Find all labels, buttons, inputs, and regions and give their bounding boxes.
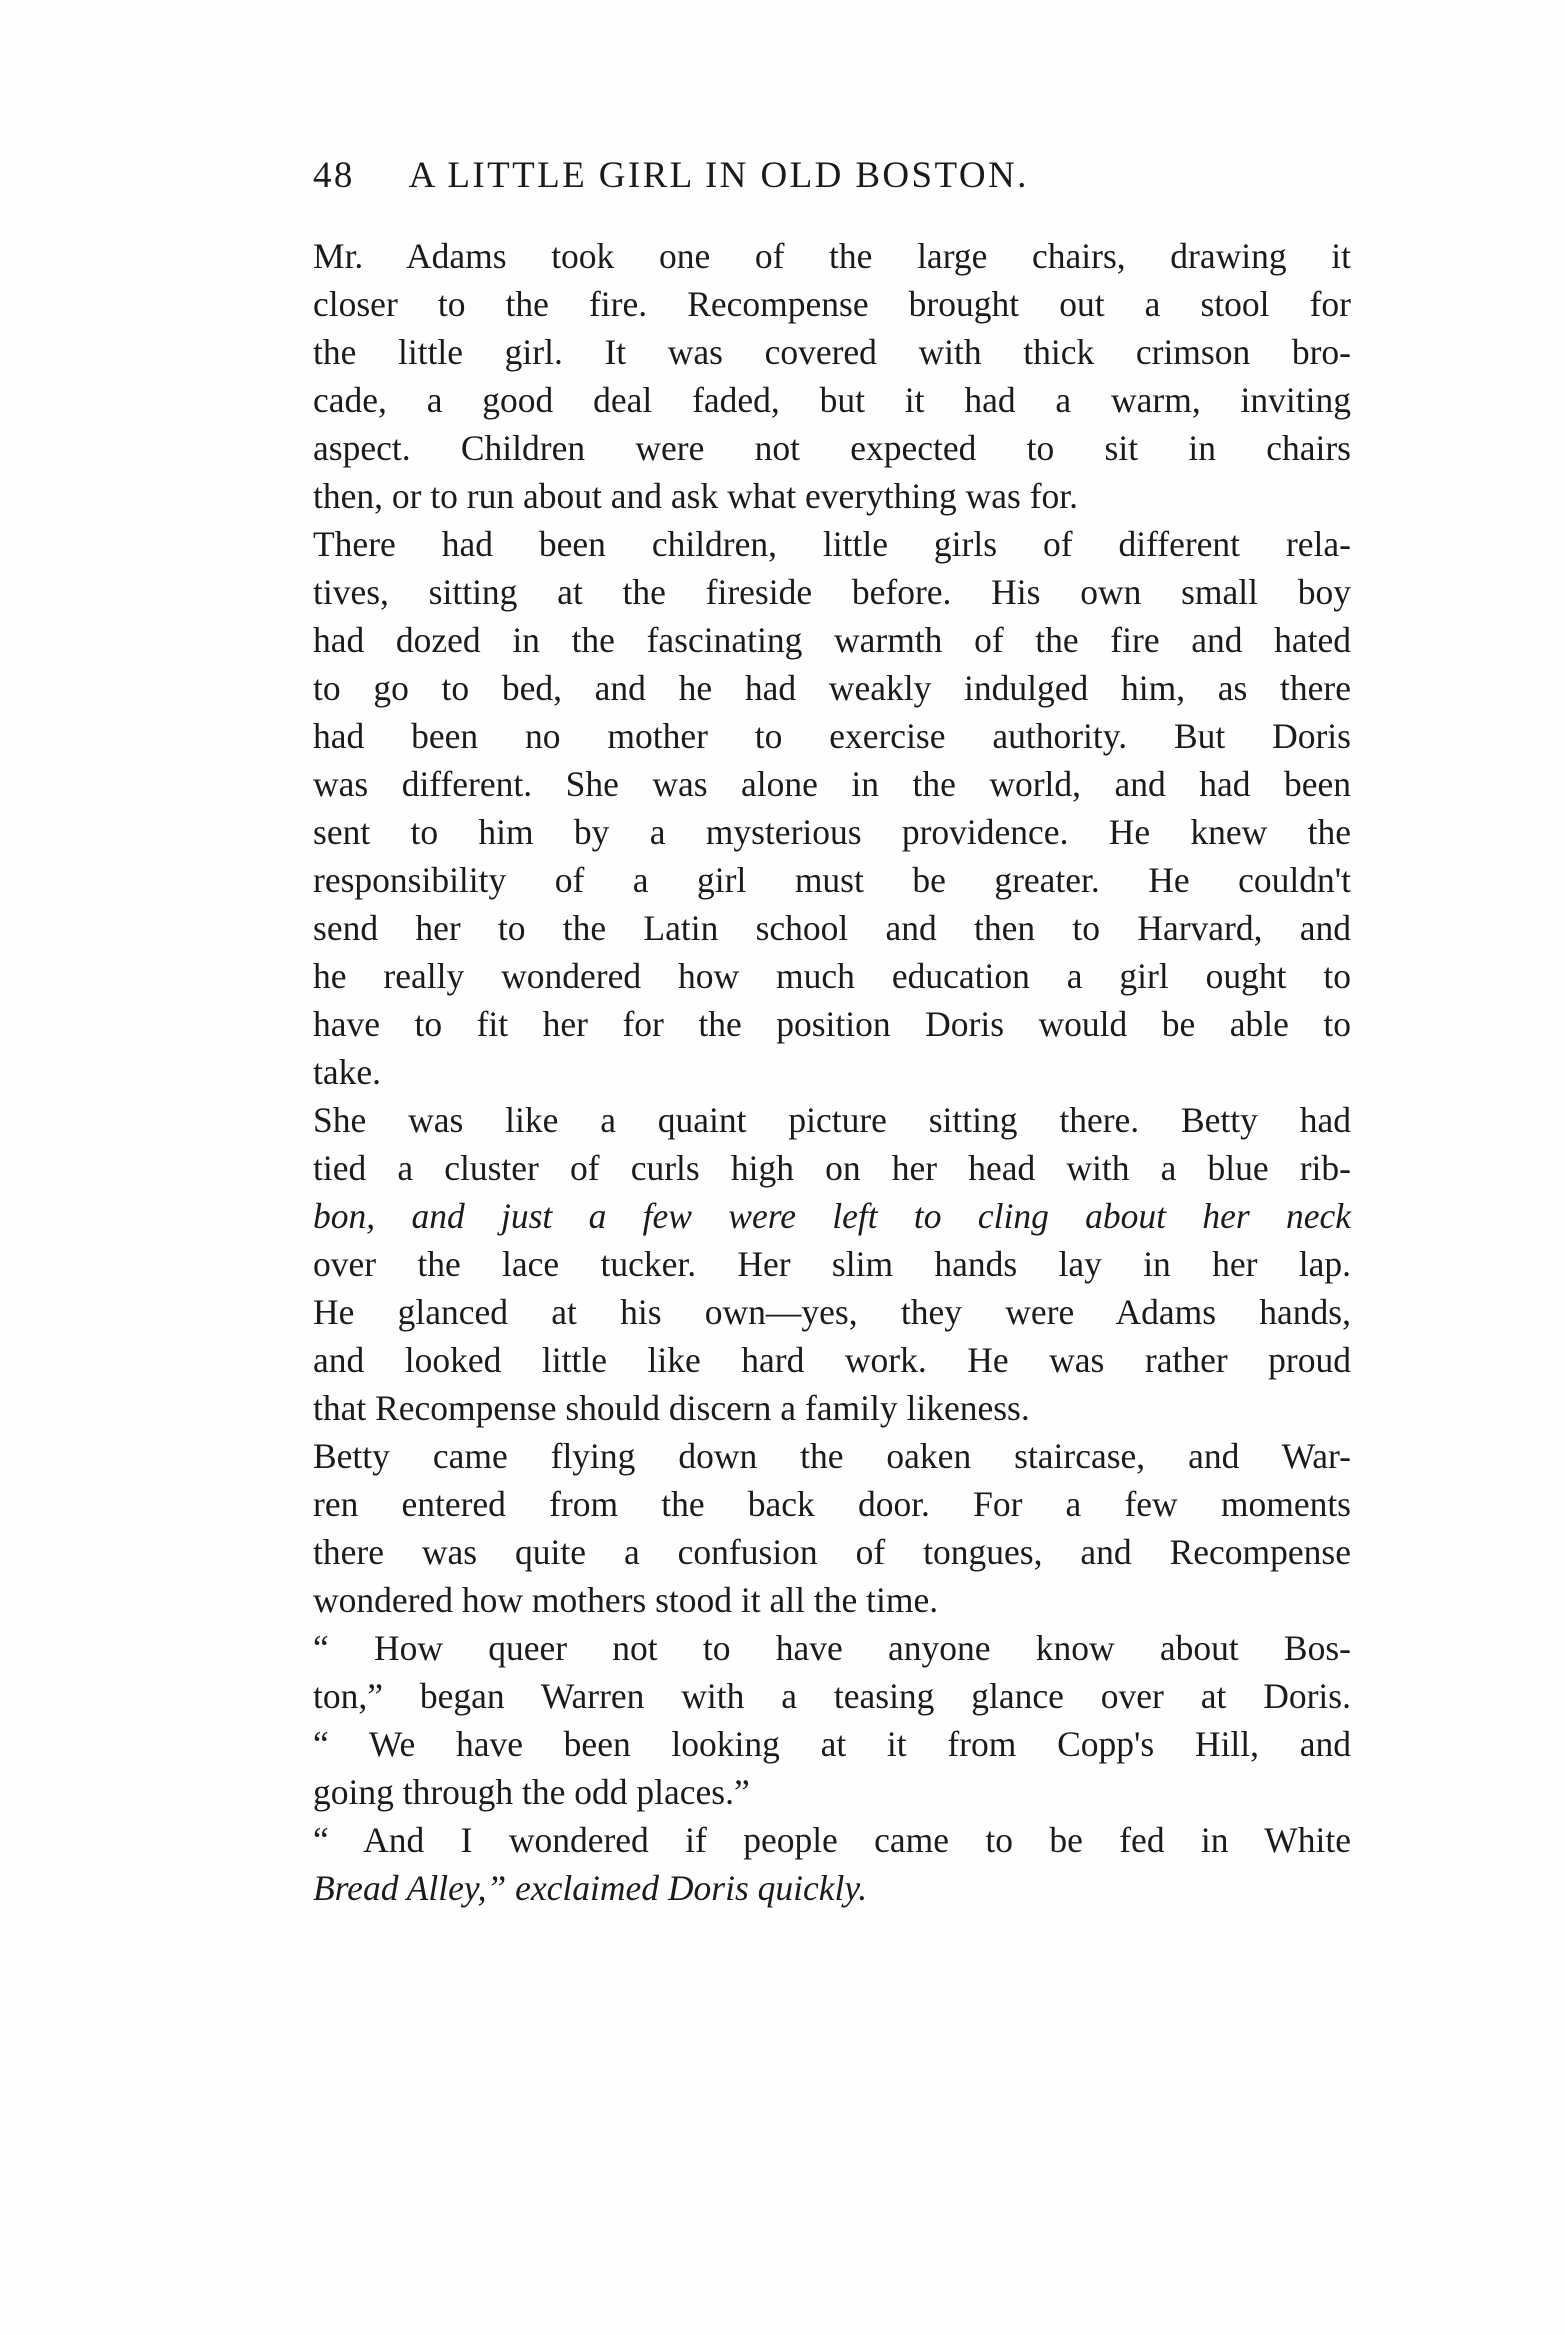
text-line: She was like a quaint picture sitting there. Betty had: [313, 1100, 1351, 1140]
text-line: he really wondered how much education a girl ought to: [313, 956, 1351, 996]
text-line: Mr. Adams took one of the large chairs, drawing it: [313, 236, 1351, 276]
text-line: ren entered from the back door. For a few moments: [313, 1484, 1351, 1524]
text-line: send her to the Latin school and then to Harvard, and: [313, 908, 1351, 948]
text-line: Betty came flying down the oaken staircase, and War-: [313, 1436, 1351, 1476]
text-line: ton,” began Warren with a teasing glance over at Doris.: [313, 1676, 1351, 1716]
text-line: going through the odd places.”: [313, 1772, 750, 1812]
text-line: sent to him by a mysterious providence. He knew the: [313, 812, 1351, 852]
text-line: “ How queer not to have anyone know about Bos-: [313, 1628, 1351, 1668]
paragraph: [313, 232, 1351, 520]
text-line: there was quite a confusion of tongues, and Recompense: [313, 1532, 1351, 1572]
text-line: and looked little like hard work. He was rather proud: [313, 1340, 1351, 1380]
text-line: closer to the fire. Recompense brought out a stool for: [313, 284, 1351, 324]
text-line: the little girl. It was covered with thick crimson bro-: [313, 332, 1351, 372]
body-text: [313, 232, 1351, 1912]
text-line: cade, a good deal faded, but it had a warm, inviting: [313, 380, 1351, 420]
text-line: then, or to run about and ask what everything was for.: [313, 476, 1079, 516]
text-line: aspect. Children were not expected to sit in chairs: [313, 428, 1351, 468]
text-line: responsibility of a girl must be greater. He couldn't: [313, 860, 1351, 900]
paragraph: [313, 1096, 1351, 1432]
paragraph: [313, 1432, 1351, 1624]
text-line: have to fit her for the position Doris would be able to: [313, 1004, 1351, 1044]
paragraph: [313, 520, 1351, 1096]
text-line: that Recompense should discern a family likeness.: [313, 1388, 1030, 1428]
text-line: bon, and just a few were left to cling about her neck: [313, 1196, 1351, 1236]
page-number: 48: [313, 155, 355, 196]
text-line: “ And I wondered if people came to be fed in White: [313, 1820, 1351, 1860]
running-title: A LITTLE GIRL IN OLD BOSTON.: [408, 155, 1029, 196]
text-line: to go to bed, and he had weakly indulged him, as there: [313, 668, 1351, 708]
text-line: tives, sitting at the fireside before. His own small boy: [313, 572, 1351, 612]
text-line: There had been children, little girls of different rela-: [313, 524, 1351, 564]
text-line: Bread Alley,” exclaimed Doris quickly.: [313, 1868, 868, 1908]
text-line: wondered how mothers stood it all the time.: [313, 1580, 939, 1620]
text-line: had been no mother to exercise authority. But Doris: [313, 716, 1351, 756]
text-line: take.: [313, 1052, 382, 1092]
paragraph: [313, 1624, 1351, 1816]
text-line: “ We have been looking at it from Copp's Hill, and: [313, 1724, 1351, 1764]
text-line: had dozed in the fascinating warmth of the fire and hated: [313, 620, 1351, 660]
running-head: [313, 152, 1363, 200]
text-line: was different. She was alone in the world, and had been: [313, 764, 1351, 804]
paragraph: [313, 1816, 1351, 1912]
text-line: tied a cluster of curls high on her head with a blue rib-: [313, 1148, 1351, 1188]
text-line: He glanced at his own—yes, they were Adams hands,: [313, 1292, 1351, 1332]
text-line: over the lace tucker. Her slim hands lay in her lap.: [313, 1244, 1351, 1284]
